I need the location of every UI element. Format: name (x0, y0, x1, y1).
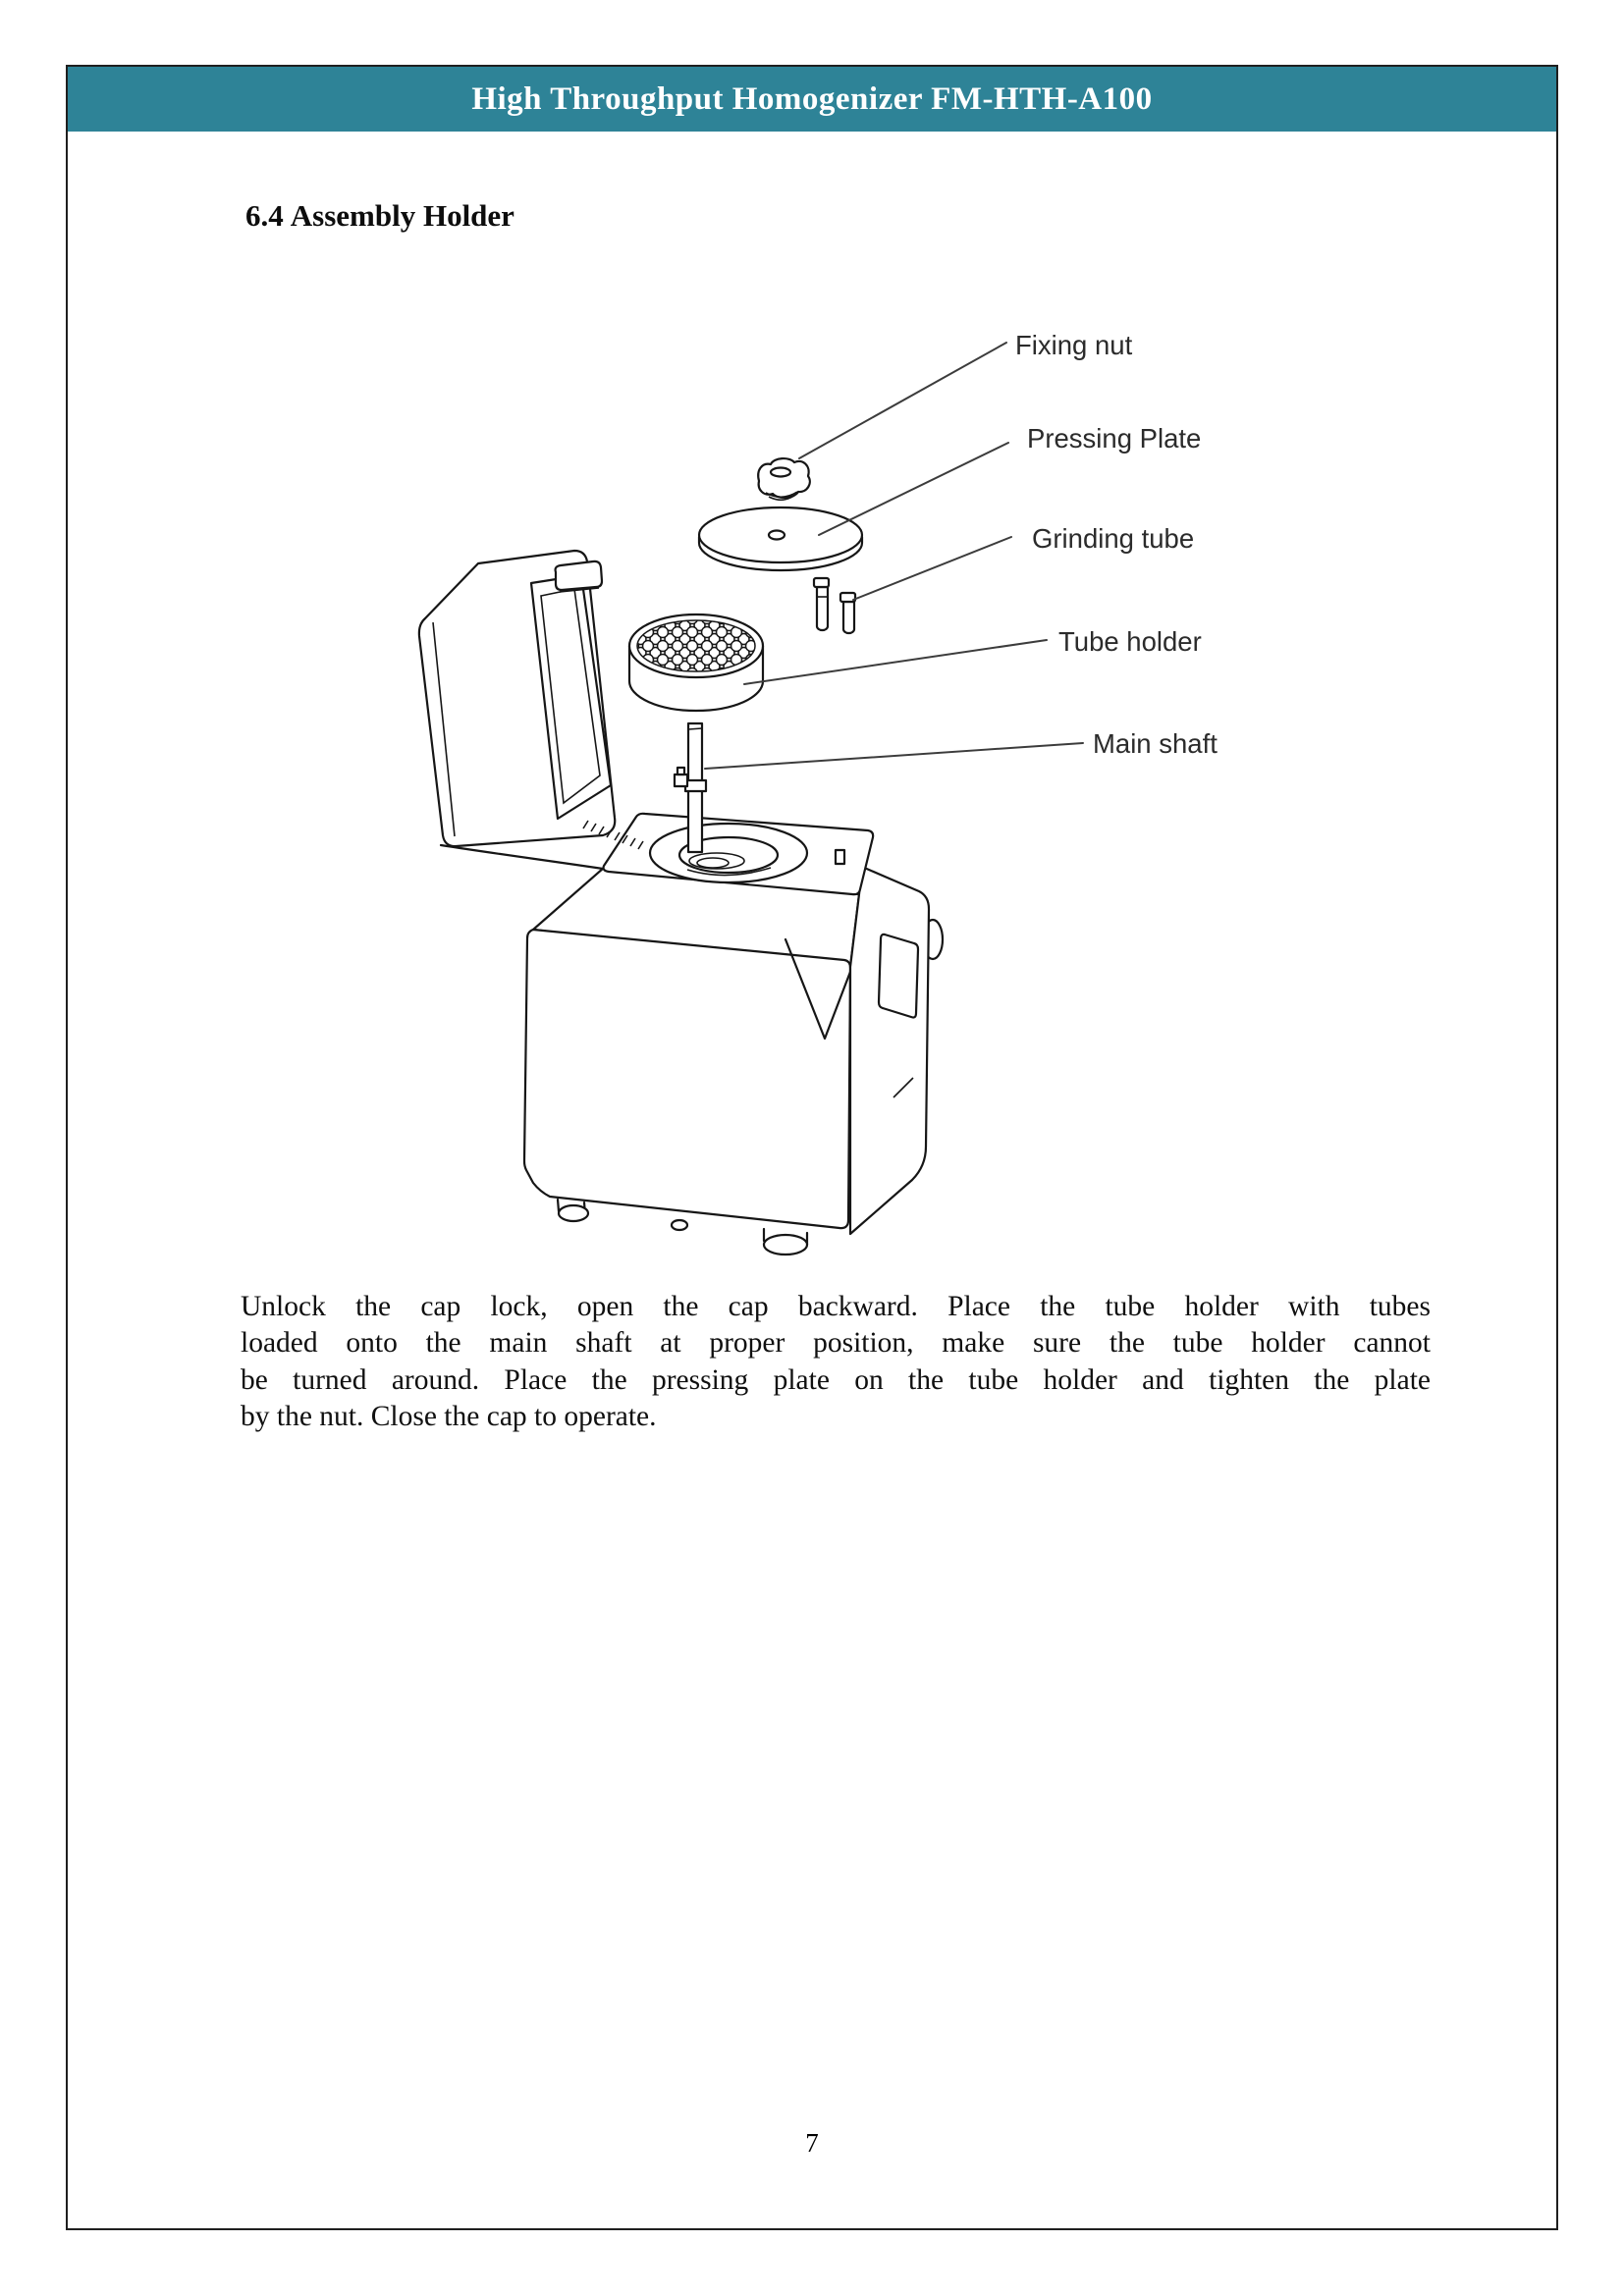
leader-main-shaft (705, 743, 1083, 769)
leader-fixing-nut (799, 343, 1006, 458)
leader-tube-holder (744, 640, 1047, 684)
diagram-labels (1015, 330, 1218, 759)
machine-body (441, 814, 943, 1255)
paragraph-line: be turned around. Place the pressing plate on the tube holder and tighten the plate (241, 1363, 1431, 1396)
grinding-tube-body (817, 587, 828, 630)
fixing-nut (758, 458, 810, 500)
body-front-face (524, 930, 850, 1228)
diagram-label-pressing-plate: Pressing Plate (1027, 423, 1202, 454)
grinding-tubes (814, 578, 855, 633)
leader-pressing-plate (819, 443, 1008, 535)
plate-top (699, 507, 862, 562)
shaft-collar (685, 780, 706, 791)
grinding-tube-cap (814, 578, 829, 587)
shaft-clamp-nub (677, 768, 684, 774)
shaft-clamp (675, 774, 687, 786)
section-title: Assembly Holder (290, 198, 514, 233)
page-number: 7 (805, 2128, 819, 2158)
diagram-label-tube-holder: Tube holder (1058, 626, 1202, 657)
lid-latch (556, 561, 602, 590)
section-number: 6.4 (245, 198, 284, 233)
paragraph-line: by the nut. Close the cap to operate. (241, 1401, 657, 1433)
paragraph-line: Unlock the cap lock, open the cap backward. Place the tube holder with tubes (241, 1291, 1431, 1322)
shaft-cap-line (688, 728, 702, 729)
machine-foot (559, 1205, 588, 1221)
nut-body (758, 458, 810, 498)
grinding-tube-body (843, 602, 854, 633)
machine-foot (672, 1220, 687, 1230)
diagram-label-grinding-tube: Grinding tube (1032, 523, 1195, 554)
side-panel (850, 867, 929, 1234)
leader-grinding-tube (853, 537, 1011, 600)
paragraph-line: loaded onto the main shaft at proper position, make sure the tube holder cannot (241, 1327, 1431, 1360)
pressing-plate (699, 507, 862, 570)
diagram-label-main-shaft: Main shaft (1093, 728, 1218, 759)
document-title: High Throughput Homogenizer FM-HTH-A100 (471, 80, 1153, 117)
tube-holder (629, 614, 763, 711)
hinge-back-edge (441, 845, 603, 869)
machine-lid-open (419, 551, 643, 849)
machine-foot (764, 1235, 807, 1255)
diagram-label-fixing-nut: Fixing nut (1015, 330, 1133, 360)
tube-array (637, 620, 755, 671)
